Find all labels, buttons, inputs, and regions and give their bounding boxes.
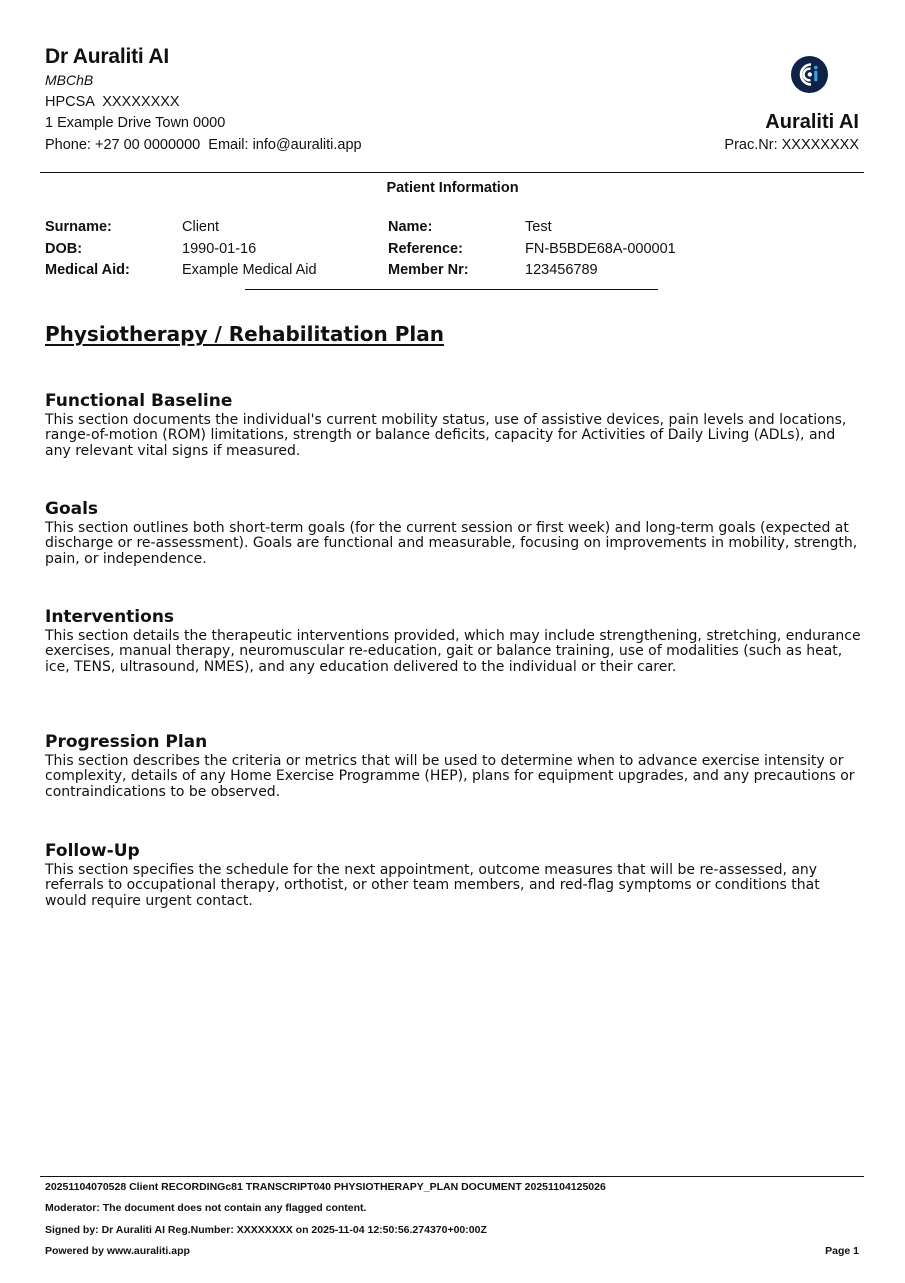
name-label: Name:: [388, 219, 433, 235]
footer-divider: [40, 1176, 864, 1177]
section-body: This section details the therapeutic interventions provided, which may include strengthening, stretching, endurance exercises, manual therapy, neuromuscular re-education, gait or balance training, use of modalities (such as heat, ice, TENS, ultrasound, NMES), and any education delivered to the individual or their carer.: [45, 628, 861, 675]
footer-powered-by: Powered by www.auraliti.app: [45, 1245, 190, 1257]
section-heading: Goals: [45, 499, 99, 519]
section-follow-up: [45, 840, 865, 909]
member-nr-label: Member Nr:: [388, 262, 469, 278]
footer-signed-by: Signed by: Dr Auraliti AI Reg.Number: XXXXXXXX on 2025-11-04 12:50:56.274370+00:00Z: [45, 1224, 487, 1236]
patient-info-divider: [245, 289, 658, 290]
section-body: This section documents the individual's current mobility status, use of assistive devices, pain levels and locations, range-of-motion (ROM) limitations, strength or balance deficits, capacity for Activities of Daily Living (ADLs), and any relevant vital signs if measured.: [45, 412, 847, 459]
footer-document-id: 20251104070528 Client RECORDINGc81 TRANSCRIPT040 PHYSIOTHERAPY_PLAN DOCUMENT 20251104125026: [45, 1181, 606, 1193]
auraliti-ai-logo-icon: [791, 56, 828, 93]
section-heading: Functional Baseline: [45, 391, 233, 411]
section-heading: Progression Plan: [45, 732, 208, 752]
practitioner-contact: Phone: +27 00 0000000 Email: info@auraliti.app: [45, 137, 362, 153]
document-title: Physiotherapy / Rehabilitation Plan: [45, 322, 444, 346]
practitioner-qualification: MBChB: [45, 72, 94, 88]
page-number: Page 1: [825, 1245, 859, 1257]
section-functional-baseline: [45, 390, 865, 459]
section-heading: Follow-Up: [45, 841, 140, 861]
section-progression-plan: [45, 731, 865, 800]
brand-name: Auraliti AI: [765, 111, 859, 133]
dob-value: 1990-01-16: [182, 241, 257, 257]
section-body: This section outlines both short-term goals (for the current session or first week) and long-term goals (expected at discharge or re-assessment). Goals are functional and measurable, focusing on improvements in mobility, strength, pain, or independence.: [45, 520, 858, 567]
dob-label: DOB:: [45, 241, 83, 257]
name-value: Test: [525, 219, 552, 235]
surname-label: Surname:: [45, 219, 112, 235]
practitioner-hpcsa: HPCSA XXXXXXXX: [45, 94, 180, 110]
section-interventions: [45, 606, 865, 675]
header-divider: [40, 172, 864, 173]
surname-value: Client: [182, 219, 220, 235]
section-heading: Interventions: [45, 607, 175, 627]
section-body: This section specifies the schedule for the next appointment, outcome measures that will be re-assessed, any referrals to occupational therapy, orthotist, or other team members, and red-flag symptoms or conditions that would require urgent contact.: [45, 862, 820, 909]
practice-number: Prac.Nr: XXXXXXXX: [724, 137, 859, 153]
medical-aid-value: Example Medical Aid: [182, 262, 317, 278]
practitioner-name: Dr Auraliti AI: [45, 45, 169, 68]
medical-aid-label: Medical Aid:: [45, 262, 130, 278]
section-body: This section describes the criteria or metrics that will be used to determine when to advance exercise intensity or complexity, details of any Home Exercise Programme (HEP), plans for equipment upgrades, and any precautions or contraindications to be observed.: [45, 753, 855, 800]
reference-label: Reference:: [388, 241, 463, 257]
section-goals: [45, 498, 865, 567]
footer-moderator: Moderator: The document does not contain any flagged content.: [45, 1202, 367, 1214]
patient-info-title: Patient Information: [386, 180, 519, 196]
reference-value: FN-B5BDE68A-000001: [525, 241, 676, 257]
member-nr-value: 123456789: [525, 262, 598, 278]
practitioner-address: 1 Example Drive Town 0000: [45, 115, 226, 131]
